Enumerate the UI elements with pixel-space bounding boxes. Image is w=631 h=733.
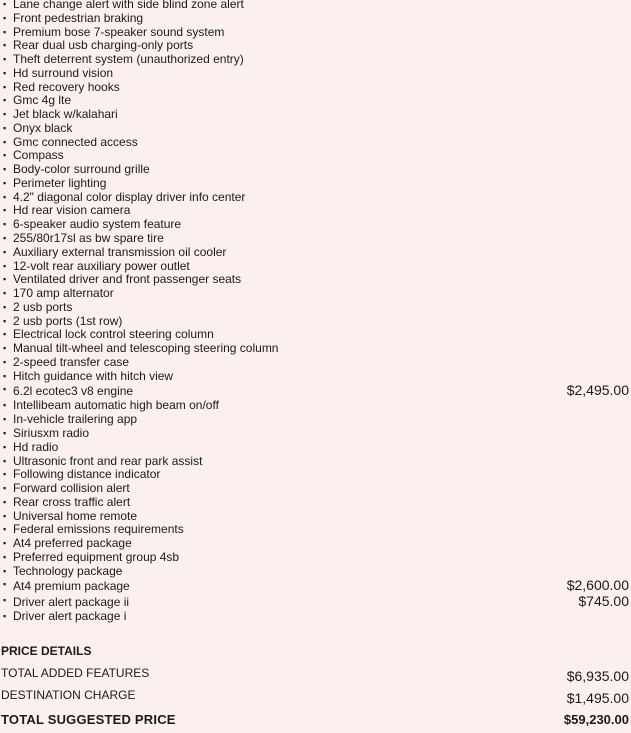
bullet-icon: ▪: [3, 122, 7, 133]
feature-name: Driver alert package i: [13, 609, 127, 624]
feature-item: [0, 328, 631, 342]
feature-item: [0, 81, 631, 95]
feature-name: 2-speed transfer case: [13, 354, 130, 369]
bullet-icon: ▪: [3, 81, 7, 92]
feature-item: [0, 537, 631, 551]
feature-name: Following distance indicator: [13, 467, 161, 482]
bullet-icon: ▪: [3, 483, 7, 494]
feature-name: Red recovery hooks: [13, 79, 120, 94]
bullet-icon: ▪: [3, 136, 7, 147]
bullet-icon: ▪: [3, 427, 7, 438]
feature-item: [0, 122, 631, 136]
feature-name: Hd surround vision: [13, 65, 114, 80]
bullet-icon: ▪: [3, 496, 7, 507]
feature-name: Gmc connected access: [13, 134, 138, 149]
feature-item: [0, 427, 631, 441]
bullet-icon: ▪: [3, 329, 7, 340]
feature-price: $745.00: [578, 593, 629, 610]
feature-name: Body-color surround grille: [13, 162, 150, 177]
bullet-icon: ▪: [3, 551, 7, 562]
destination-charge-label: DESTINATION CHARGE: [1, 688, 136, 702]
bullet-icon: ▪: [3, 524, 7, 535]
feature-item: [0, 149, 631, 163]
bullet-icon: ▪: [3, 565, 7, 576]
bullet-icon: ▪: [3, 370, 7, 381]
feature-item: [0, 260, 631, 274]
bullet-icon: ▪: [3, 455, 7, 466]
feature-item: [0, 301, 631, 315]
bullet-icon: ▪: [3, 414, 7, 425]
feature-name: Driver alert package ii: [13, 595, 130, 610]
feature-name: Compass: [13, 148, 64, 163]
bullet-icon: ▪: [3, 538, 7, 549]
feature-name: Hd rear vision camera: [13, 203, 131, 218]
feature-item: [0, 39, 631, 53]
feature-name: Gmc 4g lte: [13, 93, 72, 108]
bullet-icon: ▪: [3, 40, 7, 51]
feature-item: [0, 53, 631, 67]
feature-name: Hitch guidance with hitch view: [13, 368, 174, 383]
feature-item: [0, 218, 631, 232]
feature-name: Premium bose 7-speaker sound system: [13, 24, 225, 39]
bullet-icon: ▪: [3, 95, 7, 106]
feature-name: Manual tilt-wheel and telescoping steering column: [13, 341, 279, 356]
feature-name: 6-speaker audio system feature: [13, 217, 182, 232]
bullet-icon: ▪: [3, 219, 7, 230]
feature-item: [0, 496, 631, 510]
feature-item: [0, 468, 631, 482]
feature-item: [0, 163, 631, 177]
feature-name: Front pedestrian braking: [13, 10, 144, 25]
bullet-icon: ▪: [3, 611, 7, 622]
feature-name: Onyx black: [13, 120, 73, 135]
feature-name: Federal emissions requirements: [13, 522, 184, 537]
bullet-icon: ▪: [3, 150, 7, 161]
feature-name: Preferred equipment group 4sb: [13, 549, 180, 564]
feature-name: Hd radio: [13, 439, 59, 454]
feature-item: [0, 273, 631, 287]
feature-item: [0, 287, 631, 301]
bullet-icon: ▪: [3, 177, 7, 188]
feature-item: [0, 370, 631, 384]
total-added-features-row: [0, 665, 631, 687]
feature-item: [0, 523, 631, 537]
feature-price: $2,495.00: [566, 382, 629, 399]
feature-name: Universal home remote: [13, 508, 138, 523]
feature-item: [0, 67, 631, 81]
bullet-icon: ▪: [3, 579, 7, 590]
feature-name: 2 usb ports: [13, 299, 73, 314]
feature-item: [0, 413, 631, 427]
feature-name: 170 amp alternator: [13, 286, 114, 301]
feature-name: Rear cross traffic alert: [13, 494, 131, 509]
feature-item: [0, 232, 631, 246]
total-added-features-label: TOTAL ADDED FEATURES: [1, 666, 150, 680]
feature-name: In-vehicle trailering app: [13, 412, 138, 427]
feature-item: [0, 0, 631, 12]
bullet-icon: ▪: [3, 274, 7, 285]
feature-item: [0, 578, 631, 594]
feature-name: Auxiliary external transmission oil cooler: [13, 244, 227, 259]
feature-name: Perimeter lighting: [13, 175, 107, 190]
feature-item: [0, 441, 631, 455]
feature-name: Rear dual usb charging-only ports: [13, 38, 194, 53]
bullet-icon: ▪: [3, 260, 7, 271]
bullet-icon: ▪: [3, 233, 7, 244]
bullet-icon: ▪: [3, 109, 7, 120]
feature-name: Siriusxm radio: [13, 425, 90, 440]
feature-item: [0, 94, 631, 108]
bullet-icon: ▪: [3, 595, 7, 606]
feature-item: [0, 177, 631, 191]
bullet-icon: ▪: [3, 356, 7, 367]
price-details-heading: PRICE DETAILS: [1, 644, 92, 658]
bullet-icon: ▪: [3, 288, 7, 299]
feature-name: 255/80r17sl as bw spare tire: [13, 231, 164, 246]
feature-item: [0, 136, 631, 150]
feature-name: Intellibeam automatic high beam on/off: [13, 398, 219, 413]
feature-item: [0, 482, 631, 496]
feature-name: 4.2" diagonal color display driver info center: [13, 189, 246, 204]
total-suggested-price-label: TOTAL SUGGESTED PRICE: [1, 712, 176, 727]
feature-item: [0, 565, 631, 579]
feature-name: Technology package: [13, 563, 123, 578]
bullet-icon: ▪: [3, 343, 7, 354]
bullet-icon: ▪: [3, 315, 7, 326]
feature-item: [0, 510, 631, 524]
feature-name: At4 premium package: [13, 579, 130, 594]
feature-item: [0, 551, 631, 565]
bullet-icon: ▪: [3, 400, 7, 411]
feature-item: [0, 246, 631, 260]
feature-name: 12-volt rear auxiliary power outlet: [13, 258, 190, 273]
feature-item: [0, 342, 631, 356]
feature-name: Ultrasonic front and rear park assist: [13, 453, 203, 468]
feature-item: [0, 26, 631, 40]
feature-name: At4 preferred package: [13, 536, 132, 551]
bullet-icon: ▪: [3, 0, 7, 9]
feature-name: Forward collision alert: [13, 481, 130, 496]
feature-item: [0, 610, 631, 624]
feature-item: [0, 356, 631, 370]
feature-name: Theft deterrent system (unauthorized entry): [13, 52, 244, 67]
bullet-icon: ▪: [3, 441, 7, 452]
feature-name: Jet black w/kalahari: [13, 107, 118, 122]
bullet-icon: ▪: [3, 205, 7, 216]
feature-item: [0, 399, 631, 413]
total-suggested-price-value: $59,230.00: [563, 712, 629, 727]
total-suggested-price-row: [0, 711, 631, 733]
feature-item: [0, 204, 631, 218]
feature-item: [0, 455, 631, 469]
feature-name: Lane change alert with side blind zone alert: [13, 0, 244, 11]
destination-charge-row: [0, 687, 631, 709]
bullet-icon: ▪: [3, 469, 7, 480]
bullet-icon: ▪: [3, 384, 7, 395]
bullet-icon: ▪: [3, 54, 7, 65]
bullet-icon: ▪: [3, 164, 7, 175]
bullet-icon: ▪: [3, 12, 7, 23]
feature-item: [0, 383, 631, 399]
feature-name: Ventilated driver and front passenger seats: [13, 272, 242, 287]
bullet-icon: ▪: [3, 301, 7, 312]
bullet-icon: ▪: [3, 26, 7, 37]
feature-item: [0, 191, 631, 205]
feature-price: $2,600.00: [566, 577, 629, 594]
feature-name: 6.2l ecotec3 v8 engine: [13, 384, 134, 399]
feature-item: [0, 108, 631, 122]
feature-item: [0, 594, 631, 610]
bullet-icon: ▪: [3, 191, 7, 202]
feature-name: Electrical lock control steering column: [13, 327, 214, 342]
destination-charge-value: $1,495.00: [566, 690, 629, 706]
feature-item: [0, 315, 631, 329]
bullet-icon: ▪: [3, 67, 7, 78]
bullet-icon: ▪: [3, 246, 7, 257]
bullet-icon: ▪: [3, 510, 7, 521]
feature-item: [0, 12, 631, 26]
feature-name: 2 usb ports (1st row): [13, 313, 123, 328]
total-added-features-value: $6,935.00: [566, 668, 629, 684]
